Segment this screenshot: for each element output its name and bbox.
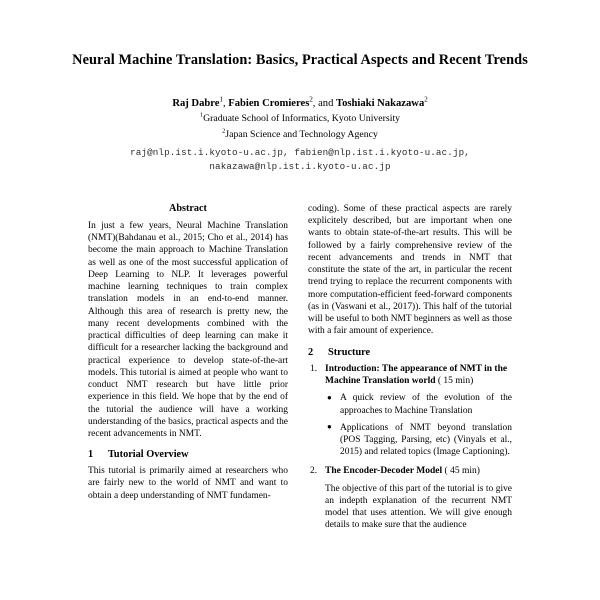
bullet-text: A quick review of the evolution of the approaches to Machine Translation xyxy=(340,393,512,416)
author-3-name: Toshiaki Nakazawa xyxy=(336,98,425,110)
section-title: Structure xyxy=(328,346,371,358)
email-line-1: raj@nlp.ist.i.kyoto-u.ac.jp, fabien@nlp.ist.i.kyoto-u.ac.jp, xyxy=(130,147,470,159)
list-item-body: The objective of this part of the tutorial is to give an indepth explanation of the recurrent NMT model that uses attention. We will give enough details to make sure that the audience xyxy=(325,483,512,531)
author-3-affil-marker: 2 xyxy=(424,96,428,104)
author-list xyxy=(0,97,600,110)
list-item-marker: 1. xyxy=(310,363,318,374)
section-title: Tutorial Overview xyxy=(108,449,189,461)
structure-list xyxy=(308,363,512,532)
section1-paragraph: This tutorial is primarily aimed at researchers who are fairly new to the world of NMT and want to obtain a deep understanding of NMT fundamen- xyxy=(88,466,288,501)
abstract-continuation-paragraph: coding). Some of these practical aspects are rarely explicitely described, but are important when one wants to obtain state-of-the-art results. This will be followed by a fairly comprehensive review of the recent advancements and trends in NMT that constitute the state of the art, in particular the recent trend trying to replace the recurrent components with more computation-efficient feed-forward components (as in (Vaswani et al., 2017)). This half of the tutorial will be useful to both NMT beginners as well as those with a fair amount of experience. xyxy=(308,204,512,337)
email-line-2: nakazawa@nlp.ist.i.kyoto-u.ac.jp xyxy=(209,161,391,173)
author-separator-2: , and xyxy=(312,98,337,110)
author-separator-1: , xyxy=(222,98,229,110)
author-1-name: Raj Dabre xyxy=(172,98,220,110)
list-item-title-text: Introduction: The appearance of NMT in the Machine Translation world xyxy=(325,363,508,386)
affiliation-2 xyxy=(0,128,600,142)
email-block xyxy=(0,146,600,175)
list-item-duration: ( 45 min) xyxy=(442,466,480,477)
abstract-heading: Abstract xyxy=(169,203,207,214)
list-item-marker: 2. xyxy=(310,466,318,477)
affiliation-1-marker: 1 xyxy=(199,112,204,120)
author-2-affil-marker: 2 xyxy=(309,96,313,104)
list-item-title-text: The Encoder-Decoder Model xyxy=(325,466,443,477)
section-number: 2 xyxy=(308,346,314,358)
list-item xyxy=(325,392,512,416)
affiliation-2-text: Japan Science and Technology Agency xyxy=(225,129,378,141)
abstract-paragraph: In just a few years, Neural Machine Translation (NMT)(Bahdanau et al., 2015; Cho et al., 2014) has become the main approach to Machine Translation as well as one of the most successful application of Deep Learning to NLP. It leverages powerful machine learning techniques to train complex translation models in an end-to-end manner. Although this area of research is pretty new, the many recent developments combined with the practical difficulties of deep learning can make it difficult for a researcher lacking the background and practical experience to develop state-of-the-art models. This tutorial is aimed at people who want to conduct NMT research but have little prior experience in this field. We hope that by the end of the tutorial the audience will have a working understanding of the basics, practical aspects and the recent advancements in NMT. xyxy=(88,221,288,439)
list-item xyxy=(325,422,512,459)
body-columns xyxy=(0,203,600,600)
section-number: 1 xyxy=(88,449,94,461)
affiliation-1 xyxy=(0,112,600,126)
list-item xyxy=(308,465,512,531)
left-column xyxy=(0,203,300,600)
affiliation-1-text: Graduate School of Informatics, Kyoto University xyxy=(203,113,401,125)
bullet-text: Applications of NMT beyond translation (POS Tagging, Parsing, etc) (Vinyals et al., 2015) and related topics (Image Captioning). xyxy=(340,422,512,458)
bullet-dot-icon: ● xyxy=(327,392,332,402)
list-item-title xyxy=(325,465,512,477)
list-item-title xyxy=(325,363,512,388)
bullet-dot-icon: ● xyxy=(327,422,332,432)
list-item-duration: ( 15 min) xyxy=(435,375,474,386)
section-heading-tutorial-overview xyxy=(88,449,288,460)
page-title: Neural Machine Translation: Basics, Practical Aspects and Recent Trends xyxy=(72,52,528,68)
right-column xyxy=(300,203,600,600)
author-2-name: Fabien Cromieres xyxy=(228,98,310,110)
sub-bullet-list xyxy=(325,392,512,458)
section-heading-structure xyxy=(308,347,512,358)
title-block xyxy=(0,0,600,175)
list-item xyxy=(308,363,512,459)
author-1-affil-marker: 1 xyxy=(219,96,223,104)
affiliation-2-marker: 2 xyxy=(222,128,226,136)
